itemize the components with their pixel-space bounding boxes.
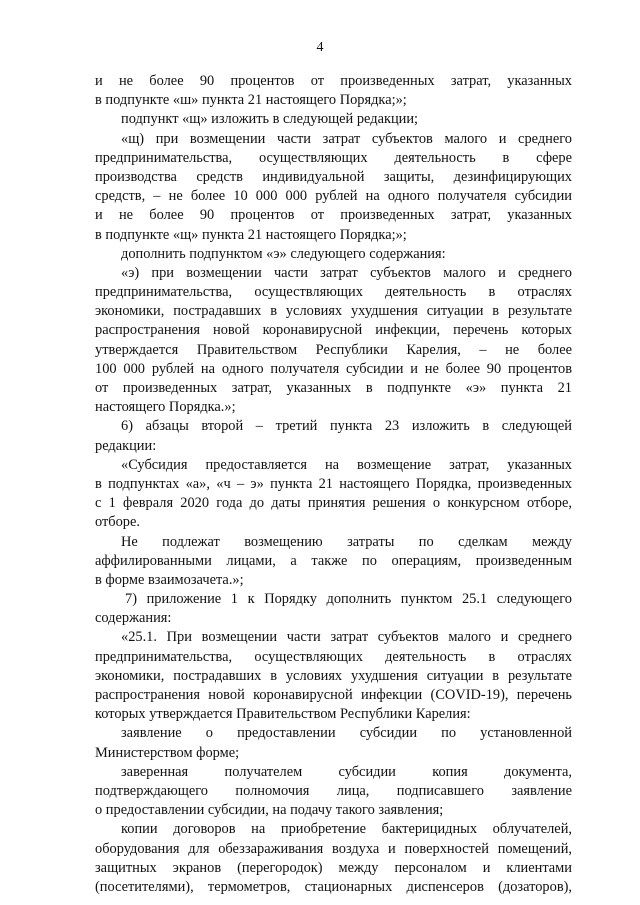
text-line: которых утверждается Правительством Республики Карелия: — [95, 706, 471, 723]
text-line: настоящего Порядка.»; — [95, 399, 236, 416]
text-line: оборудования для обеззараживания воздуха и поверхностей помещений, — [95, 840, 572, 857]
document-body — [95, 72, 572, 897]
text-line: 6) абзацы второй – третий пункта 23 изложить в следующей — [121, 418, 572, 435]
text-line: содержания: — [95, 610, 172, 627]
text-line: предпринимательства, осуществляющих деятельность в отраслях — [95, 648, 572, 665]
text-line: (посетителями), термометров, стационарных диспенсеров (дозаторов), — [95, 878, 572, 895]
text-line: защитных экранов (перегородок) между персоналом и клиентами — [95, 859, 572, 876]
text-line: и не более 90 процентов от произведенных затрат, указанных — [95, 207, 572, 224]
text-line: подпункт «щ» изложить в следующей редакции; — [121, 111, 419, 128]
text-line: дополнить подпунктом «э» следующего содержания: — [121, 245, 446, 262]
text-line: 7) приложение 1 к Порядку дополнить пунктом 25.1 следующего — [125, 591, 572, 608]
text-line: в подпунктах «а», «ч – э» пункта 21 настоящего Порядка, произведенных — [95, 475, 572, 492]
text-line: предпринимательства, осуществляющих деятельность в отраслях — [95, 284, 572, 301]
text-line: экономики, пострадавших в условиях ухудшения ситуации в результате — [95, 667, 572, 684]
text-line: от произведенных затрат, указанных в подпункте «э» пункта 21 — [95, 380, 572, 396]
text-line: распространения новой коронавирусной инфекции, перечень которых — [95, 322, 572, 339]
text-line: утверждается Правительством Республики Карелия, – не более — [95, 341, 572, 358]
text-line: средств, – не более 10 000 000 рублей на одного получателя субсидии — [95, 188, 572, 205]
text-line: «25.1. При возмещении части затрат субъектов малого и среднего — [121, 629, 572, 646]
text-line: о предоставлении субсидии, на подачу такого заявления; — [95, 802, 444, 819]
text-line: и не более 90 процентов от произведенных затрат, указанных — [95, 73, 572, 89]
text-line: распространения новой коронавирусной инфекции (COVID-19), перечень — [95, 687, 572, 703]
text-line: отборе. — [95, 514, 140, 531]
text-line: аффилированными лицами, а также по операциям, произведенным — [95, 552, 572, 569]
text-line: в подпункте «щ» пункта 21 настоящего Порядка;»; — [95, 226, 407, 243]
text-line: Не подлежат возмещению затраты по сделкам между — [121, 533, 572, 550]
text-line: 100 000 рублей на одного получателя субсидии и не более 90 процентов — [95, 360, 572, 377]
text-line: «э) при возмещении части затрат субъектов малого и среднего — [121, 264, 572, 281]
text-line: Министерством форме; — [95, 744, 240, 761]
text-line: «щ) при возмещении части затрат субъектов малого и среднего — [121, 130, 572, 147]
text-line: экономики, пострадавших в условиях ухудшения ситуации в результате — [95, 303, 572, 320]
text-line: подтверждающего полномочия лица, подписавшего заявление — [95, 782, 572, 799]
text-line: в форме взаимозачета.»; — [95, 571, 244, 588]
text-line: редакции: — [95, 437, 157, 454]
text-line: производства средств индивидуальной защиты, дезинфицирующих — [95, 168, 572, 185]
text-line: копии договоров на приобретение бактерицидных облучателей, — [121, 821, 572, 838]
text-line: предпринимательства, осуществляющих деятельность в сфере — [95, 149, 572, 166]
text-line: заявление о предоставлении субсидии по установленной — [121, 725, 572, 742]
text-line: с 1 февраля 2020 года до даты принятия решения о конкурсном отборе, — [95, 495, 572, 512]
text-line: в подпункте «ш» пункта 21 настоящего Порядка;»; — [95, 92, 407, 109]
page-number: 4 — [316, 40, 324, 55]
text-line: «Субсидия предоставляется на возмещение затрат, указанных — [121, 456, 572, 473]
text-line: заверенная получателем субсидии копия документа, — [121, 763, 572, 780]
